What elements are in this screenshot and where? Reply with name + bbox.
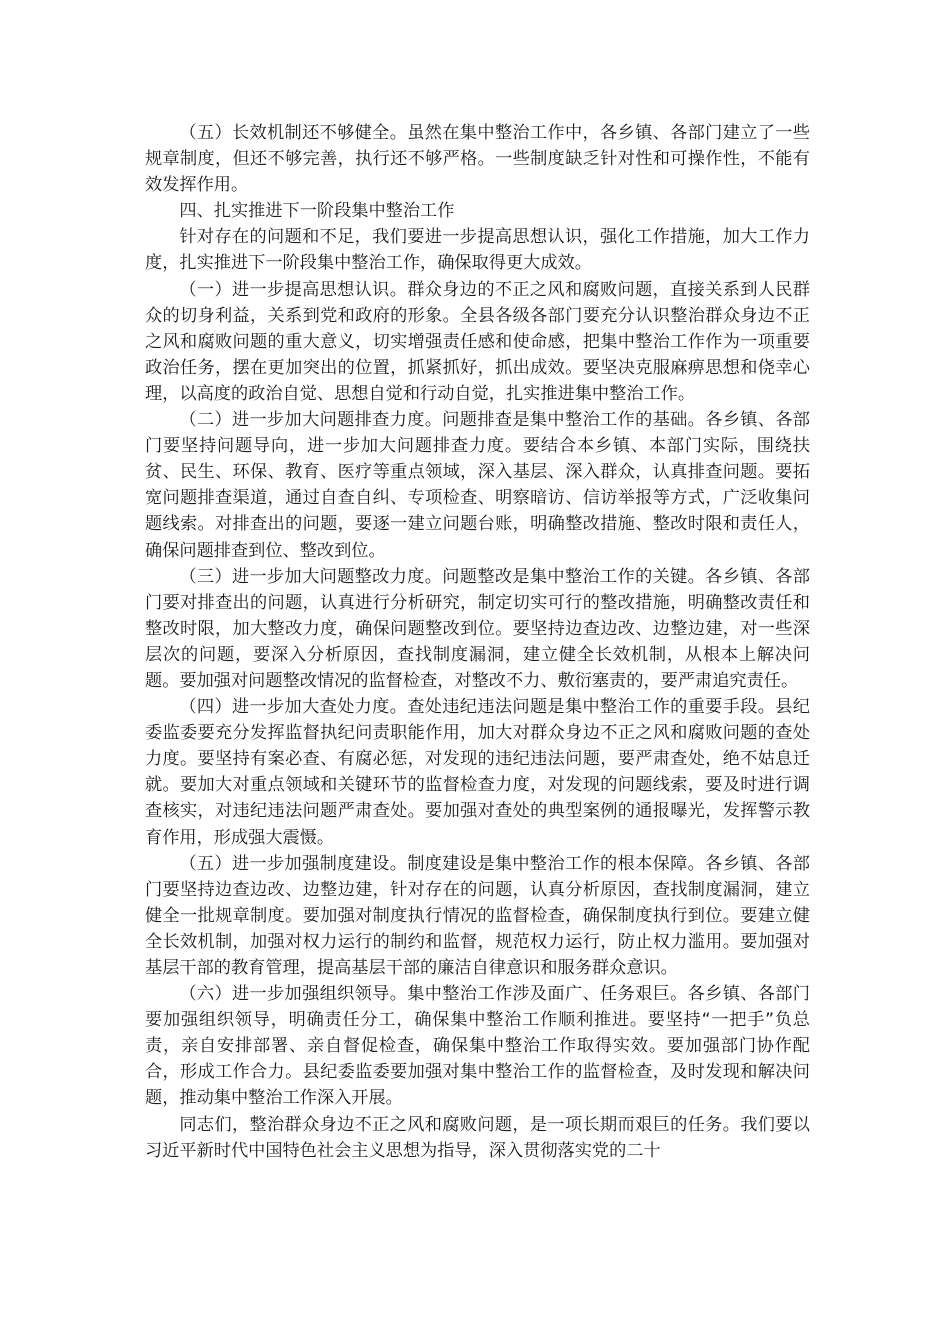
paragraph-four-investigation-punishment: （四）进一步加大查处力度。查处违纪违法问题是集中整治工作的重要手段。县纪委监委要充分发挥监督执纪问责职能作用，加大对群众身边不正之风和腐败问题的查处力度。要坚持有案必查、有腐必惩，对发现的违纪违法问题，要严肃查处，绝不姑息迁就。要加大对重点领域和关键环节的监督检查力度，对发现的问题线索，要及时进行调查核实，对违纪违法问题严肃查处。要加强对查处的典型案例的通报曝光，发挥警示教育作用，形成强大震慑。 xyxy=(145,697,810,848)
paragraph-three-rectification: （三）进一步加大问题整改力度。问题整改是集中整治工作的关键。各乡镇、各部门要对排查出的问题，认真进行分析研究，制定切实可行的整改措施，明确整改责任和整改时限，加大整改力度，确保问题整改到位。要坚持边查边改、边整边建，对一些深层次的问题，要深入分析原因，查找制度漏洞，建立健全长效机制，从根本上解决问题。要加强对问题整改情况的监督检查，对整改不力、敷衍塞责的，要严肃追究责任。 xyxy=(145,566,810,691)
paragraph-intro: 针对存在的问题和不足，我们要进一步提高思想认识，强化工作措施，加大工作力度，扎实推进下一阶段集中整治工作，确保取得更大成效。 xyxy=(145,227,810,274)
document-page xyxy=(145,120,810,1164)
paragraph-closing: 同志们，整治群众身边不正之风和腐败问题，是一项长期而艰巨的任务。我们要以习近平新时代中国特色社会主义思想为指导，深入贯彻落实党的二十 xyxy=(145,1114,810,1161)
paragraph-six-leadership: （六）进一步加强组织领导。集中整治工作涉及面广、任务艰巨。各乡镇、各部门要加强组织领导，明确责任分工，确保集中整治工作顺利推进。要坚持“一把手”负总责，亲自安排部署、亲自督促检查，确保集中整治工作取得实效。要加强部门协作配合，形成工作合力。县纪委监委要加强对集中整治工作的监督检查，及时发现和解决问题，推动集中整治工作深入开展。 xyxy=(145,984,810,1109)
paragraph-one-ideological-awareness: （一）进一步提高思想认识。群众身边的不正之风和腐败问题，直接关系到人民群众的切身利益，关系到党和政府的形象。全县各级各部门要充分认识整治群众身边不正之风和腐败问题的重大意义，切实增强责任感和使命感，把集中整治工作作为一项重要政治任务，摆在更加突出的位置，抓紧抓好，抓出成效。要坚决克服麻痹思想和侥幸心理，以高度的政治自觉、思想自觉和行动自觉，扎实推进集中整治工作。 xyxy=(145,279,810,404)
paragraph-five-long-term-mechanism: （五）长效机制还不够健全。虽然在集中整治工作中，各乡镇、各部门建立了一些规章制度，但还不够完善，执行还不够严格。一些制度缺乏针对性和可操作性，不能有效发挥作用。 xyxy=(145,123,810,196)
paragraph-two-problem-investigation: （二）进一步加大问题排查力度。问题排查是集中整治工作的基础。各乡镇、各部门要坚持问题导向，进一步加大问题排查力度。要结合本乡镇、本部门实际，围绕扶贫、民生、环保、教育、医疗等重点领域，深入基层、深入群众，认真排查问题。要拓宽问题排查渠道，通过自查自纠、专项检查、明察暗访、信访举报等方式，广泛收集问题线索。对排查出的问题，要逐一建立问题台账，明确整改措施、整改时限和责任人，确保问题排查到位、整改到位。 xyxy=(145,410,810,561)
section-heading-four: 四、扎实推进下一阶段集中整治工作 xyxy=(179,201,455,222)
paragraph-five-system-building: （五）进一步加强制度建设。制度建设是集中整治工作的根本保障。各乡镇、各部门要坚持边查边改、边整边建，针对存在的问题，认真分析原因，查找制度漏洞，建立健全一批规章制度。要加强对制度执行情况的监督检查，确保制度执行到位。要建立健全长效机制，加强对权力运行的制约和监督，规范权力运行，防止权力滥用。要加强对基层干部的教育管理，提高基层干部的廉洁自律意识和服务群众意识。 xyxy=(145,853,810,978)
